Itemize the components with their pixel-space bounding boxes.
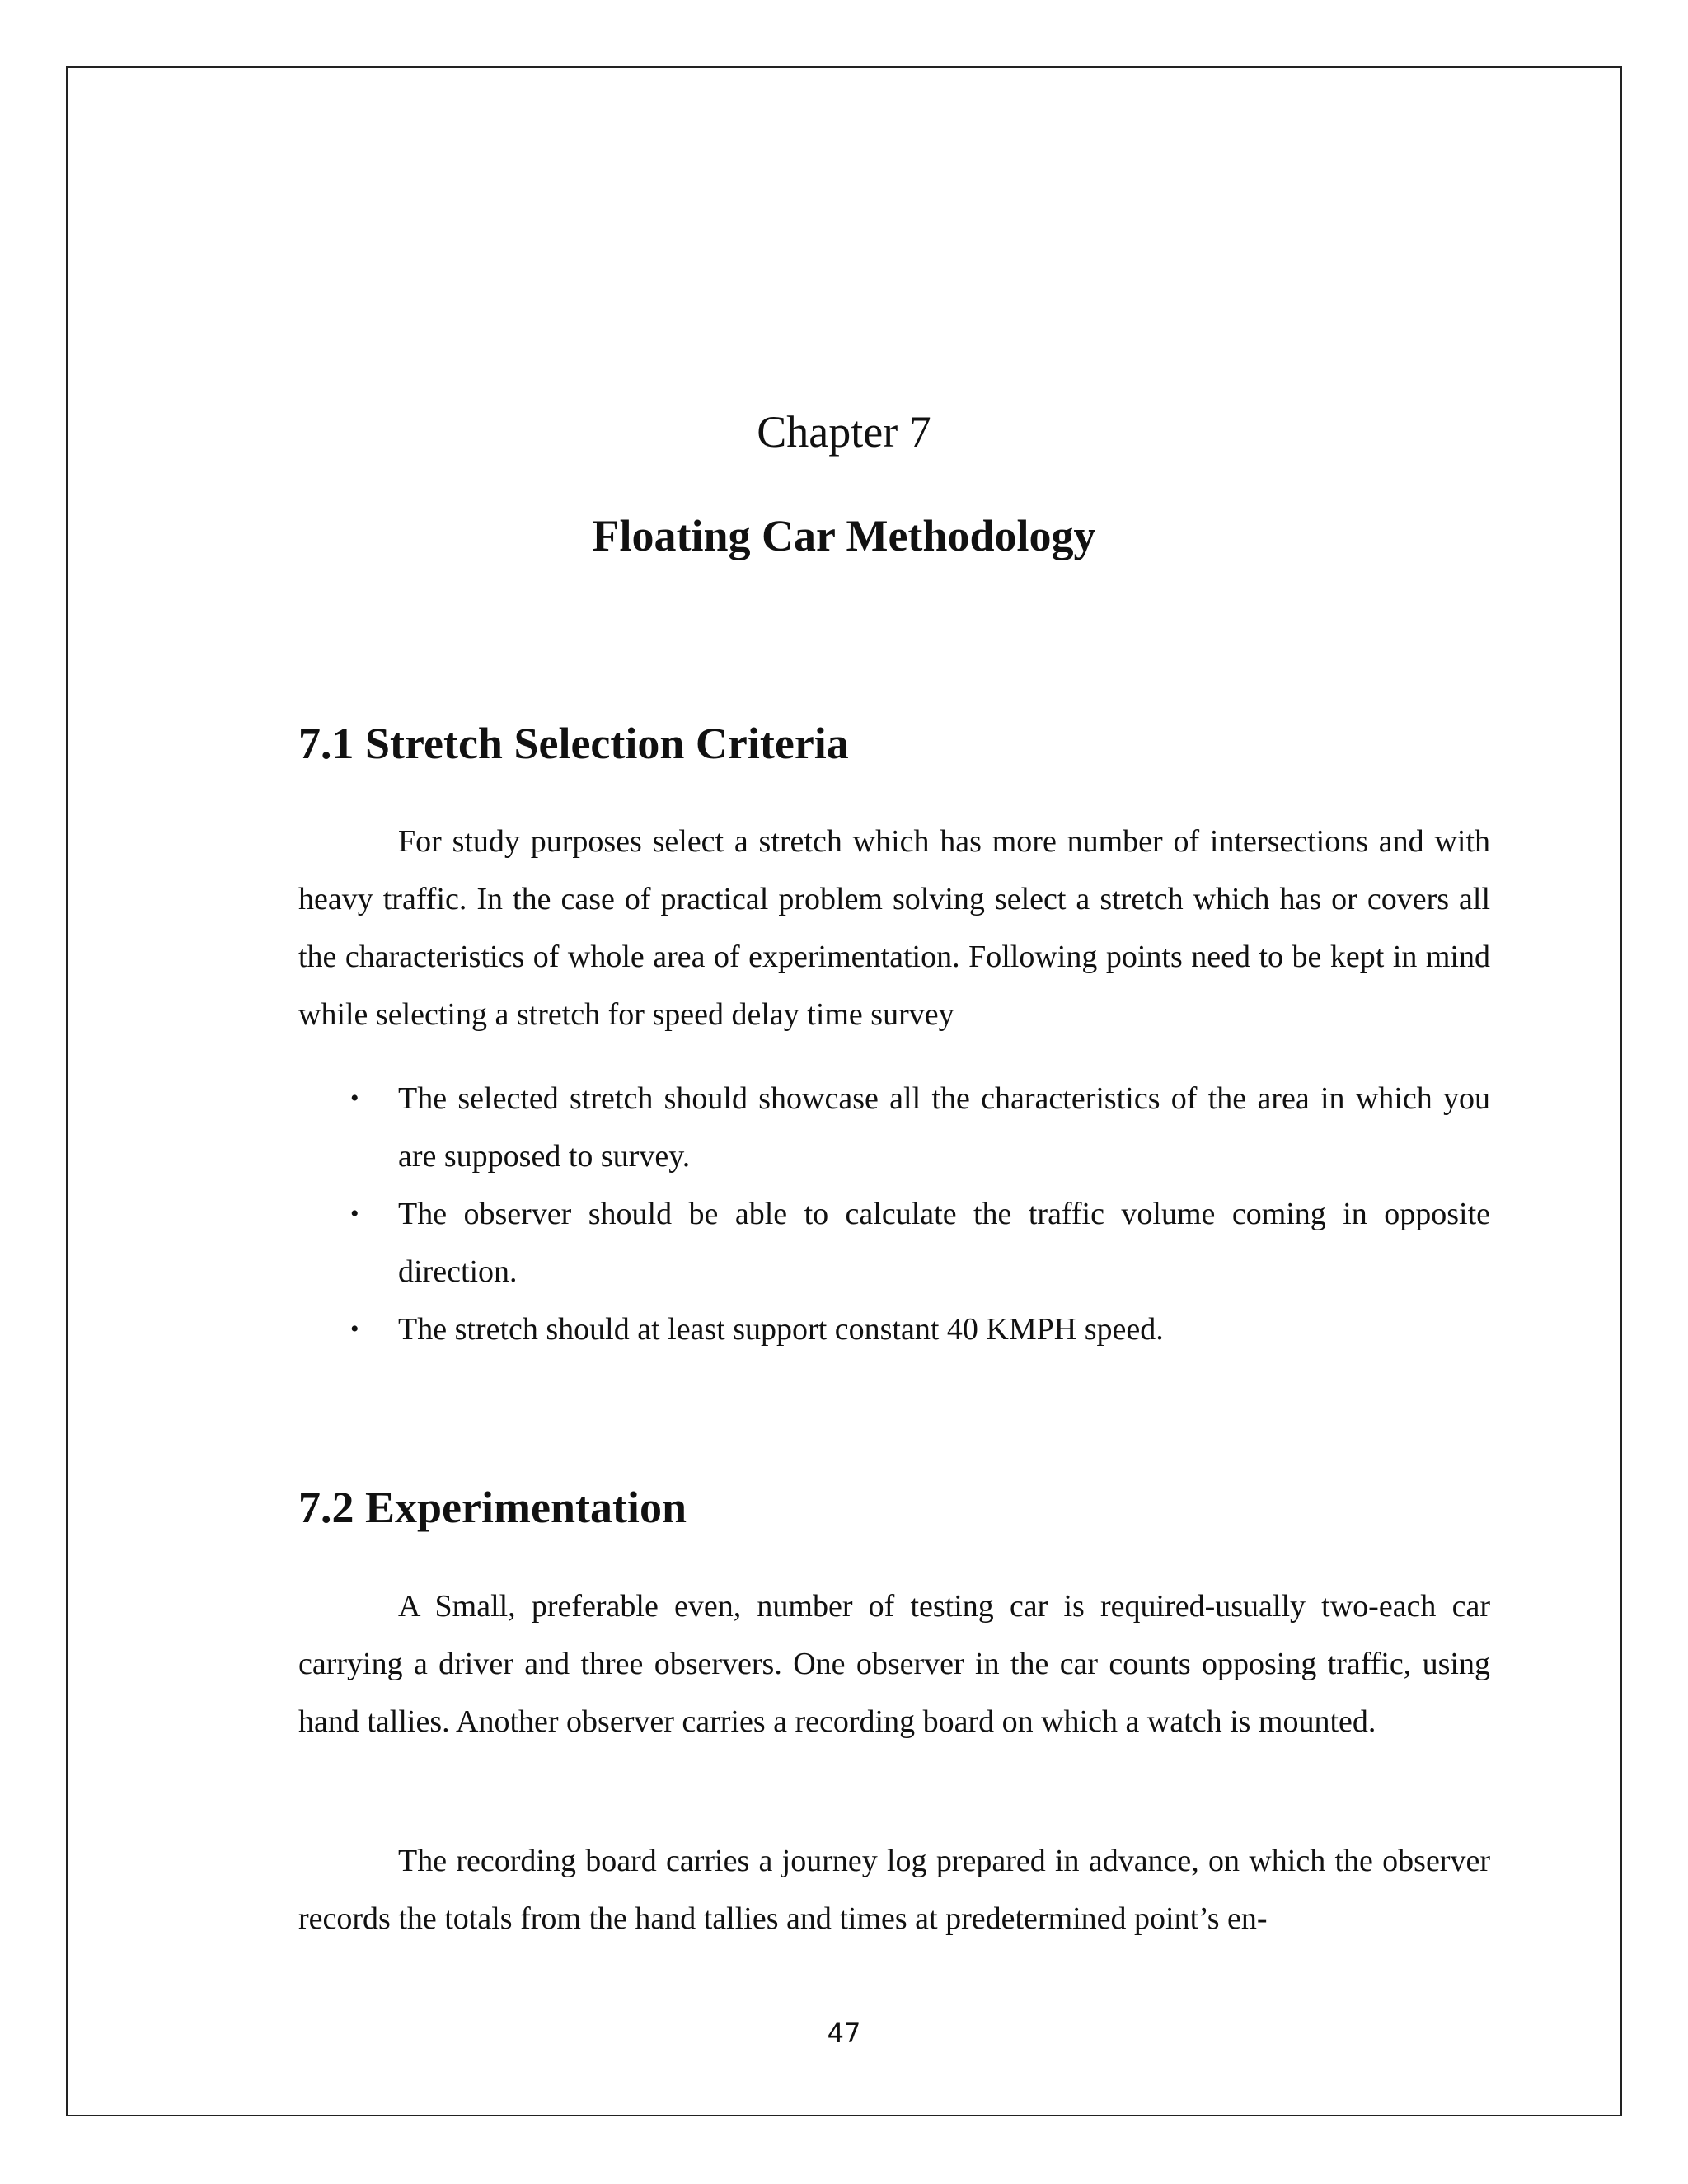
bullet-icon: •	[350, 1085, 359, 1112]
bullet-icon: •	[350, 1315, 359, 1343]
list-item-text: The selected stretch should showcase all the characteristics of the area in which you are supposed to survey.	[398, 1081, 1490, 1174]
chapter-number: Chapter 7	[757, 407, 931, 457]
list-item-text: The stretch should at least support constant 40 KMPH speed.	[398, 1312, 1164, 1347]
list-item	[298, 1185, 1490, 1301]
paragraph-experimentation-1: A Small, preferable even, number of testing car is required-usually two-each car carrying a driver and three observers. One observer in the car counts opposing traffic, using hand tallies. Another observer carries a recording board on which a watch is mounted.	[298, 1589, 1490, 1739]
list-item-text: The observer should be able to calculate the traffic volume coming in opposite direction.	[398, 1197, 1490, 1289]
paragraph-stretch-selection: For study purposes select a stretch which has more number of intersections and with heavy traffic. In the case of practical problem solving select a stretch which has or covers all the characteristics of whole area of experimentation. Following points need to be kept in mind while selecting a stretch for speed delay time survey	[298, 824, 1490, 1032]
bullet-icon: •	[350, 1200, 359, 1227]
section-heading-stretch-selection: 7.1 Stretch Selection Criteria	[298, 719, 849, 768]
page-number: 47	[827, 2018, 861, 2049]
list-item	[298, 1301, 1490, 1358]
list-item	[298, 1070, 1490, 1185]
section-heading-experimentation: 7.2 Experimentation	[298, 1483, 687, 1532]
bullet-list	[298, 1070, 1490, 1358]
paragraph-experimentation-2: The recording board carries a journey log prepared in advance, on which the observer records the totals from the hand tallies and times at predetermined point’s en-	[298, 1844, 1490, 1936]
chapter-title: Floating Car Methodology	[592, 511, 1096, 560]
